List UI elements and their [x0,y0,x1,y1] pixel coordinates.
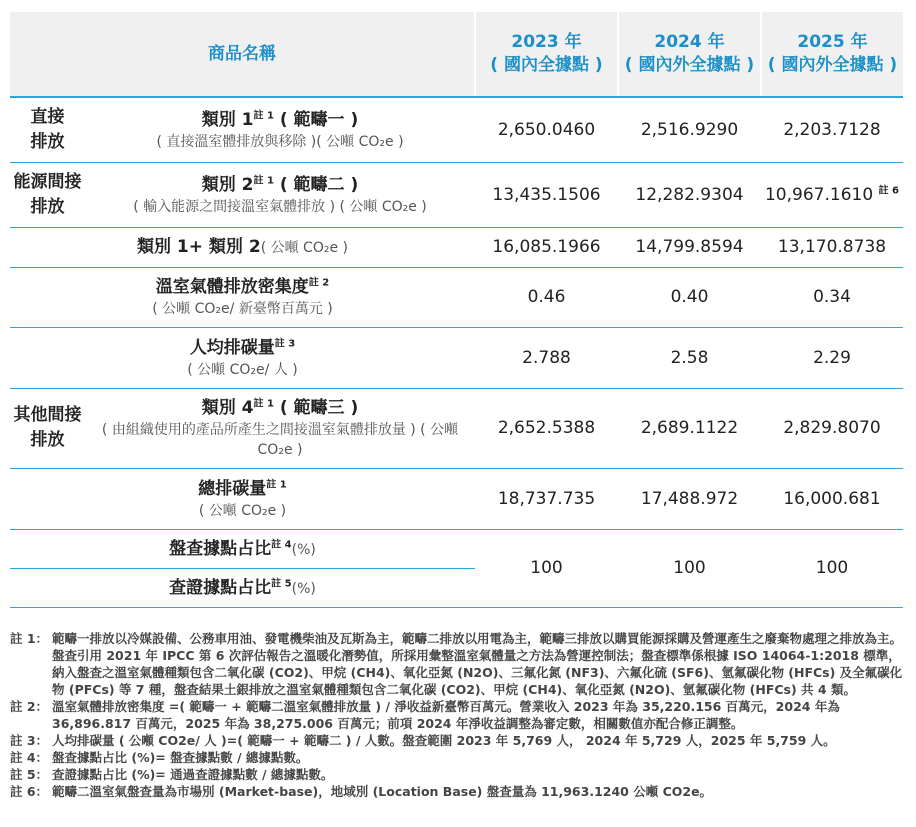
value-2025: 2,829.8070 [761,388,903,468]
footnotes [10,630,904,800]
value-2023: 0.46 [475,267,618,327]
table-row [10,267,903,327]
category-energy: 能源間接排放 [10,162,85,227]
value-2025: 0.34 [761,267,903,327]
row-label: 查證據點占比$^{註 5}$(%) [10,568,475,607]
row-label: 類別 $4^{註 1}$ ( 範疇三 ) ( 由組織使用的產品所產生之間接溫室氣體排放量 ) ( 公噸 CO₂e ) [85,388,475,468]
footnote-6-marker: 註 6 [878,184,899,196]
value-2024: 2,516.9290 [618,97,761,162]
value-2024: 17,488.972 [618,468,761,529]
value-2024: 0.40 [618,267,761,327]
footnote-4: 註 4： 盤查據點占比 (%)= 盤查據點數 / 總據點數。 [10,750,309,765]
footnote-6: 註 6： 範疇二溫室氣盤查量為市場別 (Market-base)，地域別 (Location Base) 盤查量為 11,963.1240 公噸 CO2e。 [10,784,713,799]
footnote-5: 註 5： 查證據點占比 (%)= 通過查證據點數 / 總據點數。 [10,767,334,782]
footnote-2: 註 2： 溫室氣體排放密集度 =( 範疇一 + 範疇二溫室氣體排放量 ) / 淨收益新臺幣百萬元。營業收入 2023 年為 35,220.156 百萬元，2024 年為 36,896.817 百萬元，2025 年為 38,275.006 百萬元；前項 2024 年淨收益調整為審定數，相關數值亦配合修正調整。 [10,699,840,731]
value-2023: 2.788 [475,327,618,388]
row-label: 盤查據點占比$^{註 4}$(%) [10,529,475,568]
value-2024: 2,689.1122 [618,388,761,468]
row-label: 類別 $2^{註 1}$ ( 範疇二 ) ( 輸入能源之間接溫室氣體排放 ) ( 公噸 CO₂e ) [85,162,475,227]
row-label: 類別 1+ 類別 2( 公噸 CO₂e ) [10,227,475,267]
row-label: 人均排碳量$^{註 3}$ ( 公噸 CO₂e/ 人 ) [10,327,475,388]
table-header-row [10,12,903,97]
value-2025: 13,170.8738 [761,227,903,267]
value-2023: 18,737.735 [475,468,618,529]
value-2025: 16,000.681 [761,468,903,529]
value-2025: 10,967.1610 $^{註 6}$ [761,162,903,227]
table-row [10,529,903,568]
value-2024: 14,799.8594 [618,227,761,267]
table-row [10,162,903,227]
ghg-emissions-table [10,12,903,608]
category-direct: 直接排放 [10,97,85,162]
header-col-2025: 2025 年 ( 國內外全據點 ) [761,12,903,97]
value-2023: 100 [475,529,618,607]
row-label: 溫室氣體排放密集度$^{註 2}$ ( 公噸 CO₂e/ 新臺幣百萬元 ) [10,267,475,327]
table-row [10,468,903,529]
row-label: 類別 $1^{註 1}$ ( 範疇一 ) ( 直接溫室體排放與移除 )( 公噸 CO₂e ) [85,97,475,162]
table-row [10,388,903,468]
value-2025: 2.29 [761,327,903,388]
row-label: 總排碳量$^{註 1}$ ( 公噸 CO₂e ) [10,468,475,529]
header-col-2024: 2024 年 ( 國內外全據點 ) [618,12,761,97]
footnote-1: 註 1： 範疇一排放以冷媒設備、公務車用油、發電機柴油及瓦斯為主，範疇二排放以用電為主，範疇三排放以購買能源採購及營運產生之廢棄物處理之排放為主。盤查引用 2021 年 IPCC 第 6 次評估報告之溫暖化潛勢值，所採用彙整溫室氣體量之方法為營運控制法；盤查標準係根據 ISO 14064-1:2018 標準，納入盤查之溫室氣體種類包含二氧化碳 (CO2)、甲烷 (CH4)、氧化亞氮 (N2O)、三氟化氮 (NF3)、六氟化硫 (SF6)、氫氟碳化物 (HFCs) 及全氟碳化物 (PFCs) 等 7 種，盤查結果土銀排放之溫室氣體種類包含二氧化碳 (CO2)、甲烷 (CH4)、氧化亞氮 (N2O)、氫氟碳化物 (HFCs) 共 4 類。 [10,631,903,697]
table-row [10,327,903,388]
footnote-3: 註 3： 人均排碳量 ( 公噸 CO2e/ 人 )=( 範疇一 + 範疇二 ) / 人數。盤查範圍 2023 年 5,769 人， 2024 年 5,729 人，2025 年 5,759 人。 [10,733,836,748]
value-2023: 2,650.0460 [475,97,618,162]
value-2025: 100 [761,529,903,607]
value-2024: 12,282.9304 [618,162,761,227]
value-2025: 2,203.7128 [761,97,903,162]
header-col-2023: 2023 年 ( 國內全據點 ) [475,12,618,97]
value-2024: 2.58 [618,327,761,388]
value-2023: 16,085.1966 [475,227,618,267]
table-row [10,97,903,162]
value-2024: 100 [618,529,761,607]
table-row [10,227,903,267]
category-other: 其他間接排放 [10,388,85,468]
header-item-name: 商品名稱 [10,12,475,97]
value-2023: 2,652.5388 [475,388,618,468]
value-2023: 13,435.1506 [475,162,618,227]
